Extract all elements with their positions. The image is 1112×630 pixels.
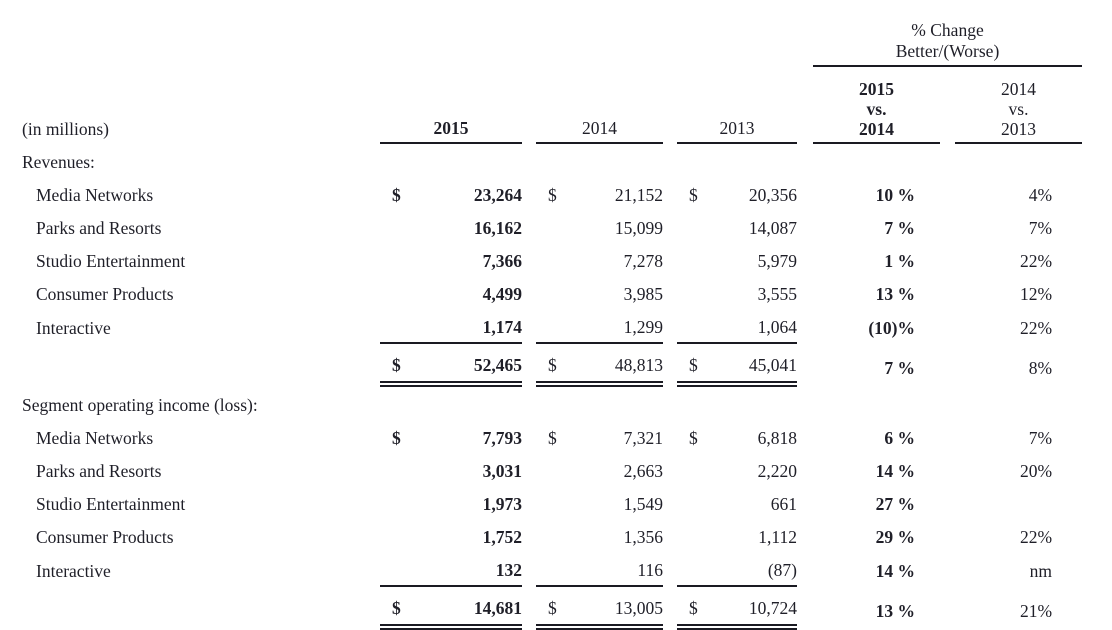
table-row bbox=[22, 276, 1082, 309]
spacer bbox=[22, 6, 813, 66]
table-row bbox=[22, 309, 1082, 343]
cell-pct-2015-vs-2014: (10)% bbox=[868, 318, 915, 338]
spacer bbox=[663, 486, 677, 519]
cell-2013 bbox=[677, 309, 797, 343]
value: 45,041 bbox=[748, 355, 797, 375]
pct-change-header-row bbox=[22, 6, 1082, 66]
spacer bbox=[940, 243, 955, 276]
spacer bbox=[522, 343, 536, 384]
spacer bbox=[797, 519, 813, 552]
section-header-revenues bbox=[22, 143, 1082, 177]
cell-2014 bbox=[536, 243, 663, 276]
spacer bbox=[797, 552, 813, 586]
cell-2014 bbox=[536, 486, 663, 519]
value: 6,818 bbox=[757, 428, 797, 448]
spacer bbox=[522, 453, 536, 486]
cell-2013 bbox=[677, 177, 797, 210]
spacer bbox=[663, 343, 677, 384]
currency-symbol: $ bbox=[392, 598, 401, 618]
currency-symbol: $ bbox=[392, 428, 401, 448]
spacer bbox=[797, 420, 813, 453]
value: 21,152 bbox=[614, 185, 663, 205]
column-header-2015-vs-2014 bbox=[813, 66, 940, 143]
spacer bbox=[797, 486, 813, 519]
cell-2013 bbox=[677, 486, 797, 519]
value: 48,813 bbox=[614, 355, 663, 375]
spacer bbox=[663, 210, 677, 243]
cell-2015 bbox=[380, 210, 522, 243]
spacer bbox=[22, 343, 380, 384]
cell-pct-2015-vs-2014: 13 % bbox=[875, 284, 915, 304]
cell-pct-2014-vs-2013: nm bbox=[1029, 561, 1053, 581]
value: 52,465 bbox=[473, 355, 522, 375]
spacer bbox=[663, 309, 677, 343]
spacer bbox=[663, 453, 677, 486]
spacer bbox=[522, 177, 536, 210]
spacer bbox=[522, 66, 536, 143]
spacer bbox=[940, 519, 955, 552]
revenues-total-row bbox=[22, 343, 1082, 384]
value: 7,321 bbox=[623, 428, 663, 448]
cell-pct-2014-vs-2013: 22% bbox=[1019, 527, 1053, 547]
cell-2014 bbox=[536, 552, 663, 586]
value: 1,299 bbox=[623, 317, 663, 337]
total-2014 bbox=[536, 343, 663, 384]
spacer bbox=[797, 343, 813, 384]
cell-2014 bbox=[536, 177, 663, 210]
cell-pct-2014-vs-2013: 22% bbox=[1019, 251, 1053, 271]
row-label: Consumer Products bbox=[36, 527, 174, 547]
value: 1,549 bbox=[623, 494, 663, 514]
spacer bbox=[663, 66, 677, 143]
value: 3,985 bbox=[623, 284, 663, 304]
total-2015 bbox=[380, 343, 522, 384]
spacer bbox=[522, 309, 536, 343]
currency-symbol: $ bbox=[548, 355, 557, 375]
spacer bbox=[797, 453, 813, 486]
spacer bbox=[940, 453, 955, 486]
table-row bbox=[22, 519, 1082, 552]
currency-symbol: $ bbox=[689, 428, 698, 448]
value: 10,724 bbox=[748, 598, 797, 618]
spacer bbox=[663, 519, 677, 552]
table-row bbox=[22, 243, 1082, 276]
hdr-line: 2013 bbox=[1001, 119, 1036, 139]
cell-2015 bbox=[380, 420, 522, 453]
table-row bbox=[22, 177, 1082, 210]
value: 2,220 bbox=[757, 461, 797, 481]
spacer bbox=[522, 276, 536, 309]
row-label: Interactive bbox=[36, 318, 111, 338]
spacer bbox=[522, 552, 536, 586]
row-label: Interactive bbox=[36, 561, 111, 581]
cell-2015 bbox=[380, 177, 522, 210]
spacer bbox=[797, 309, 813, 343]
cell-2014 bbox=[536, 420, 663, 453]
cell-pct-2015-vs-2014: 27 % bbox=[875, 494, 915, 514]
spacer bbox=[940, 586, 955, 627]
value: 1,112 bbox=[758, 527, 797, 547]
spacer bbox=[522, 210, 536, 243]
value: 15,099 bbox=[614, 218, 663, 238]
cell-2015 bbox=[380, 243, 522, 276]
cell-pct-2015-vs-2014: 1 % bbox=[884, 251, 915, 271]
value: 4,499 bbox=[482, 284, 522, 304]
value: 3,031 bbox=[482, 461, 522, 481]
cell-2015 bbox=[380, 276, 522, 309]
currency-symbol: $ bbox=[548, 598, 557, 618]
spacer bbox=[522, 420, 536, 453]
column-header-2013: 2013 bbox=[677, 66, 797, 143]
spacer bbox=[797, 243, 813, 276]
spacer bbox=[663, 586, 677, 627]
row-label: Consumer Products bbox=[36, 284, 174, 304]
row-label: Media Networks bbox=[36, 428, 154, 448]
spacer bbox=[940, 276, 955, 309]
value: 3,555 bbox=[757, 284, 797, 304]
value: 1,973 bbox=[482, 494, 522, 514]
cell-2013 bbox=[677, 453, 797, 486]
value: 661 bbox=[770, 494, 797, 514]
value: 1,064 bbox=[757, 317, 797, 337]
table-row bbox=[22, 453, 1082, 486]
cell-pct-2015-vs-2014: 14 % bbox=[875, 561, 915, 581]
spacer bbox=[940, 552, 955, 586]
total-pct-2014-vs-2013: 21% bbox=[1019, 601, 1053, 621]
value: 1,174 bbox=[482, 317, 522, 337]
currency-symbol: $ bbox=[689, 355, 698, 375]
spacer bbox=[940, 66, 955, 143]
pct-change-line2: Better/(Worse) bbox=[895, 41, 1000, 61]
table-row bbox=[22, 420, 1082, 453]
currency-symbol: $ bbox=[392, 185, 401, 205]
cell-pct-2014-vs-2013: 4% bbox=[1028, 185, 1053, 205]
spacer bbox=[663, 552, 677, 586]
cell-pct-2014-vs-2013: 7% bbox=[1028, 428, 1053, 448]
currency-symbol: $ bbox=[548, 428, 557, 448]
row-label: Parks and Resorts bbox=[36, 461, 162, 481]
cell-2013 bbox=[677, 519, 797, 552]
operating-income-total-row bbox=[22, 586, 1082, 627]
row-label: Studio Entertainment bbox=[36, 251, 186, 271]
table-row bbox=[22, 486, 1082, 519]
cell-2015 bbox=[380, 309, 522, 343]
cell-2014 bbox=[536, 276, 663, 309]
value: 5,979 bbox=[757, 251, 797, 271]
spacer bbox=[940, 177, 955, 210]
value: 16,162 bbox=[473, 218, 522, 238]
cell-pct-2015-vs-2014: 14 % bbox=[875, 461, 915, 481]
total-pct-2015-vs-2014: 13 % bbox=[875, 601, 915, 621]
cell-2014 bbox=[536, 309, 663, 343]
spacer bbox=[797, 276, 813, 309]
cell-2015 bbox=[380, 486, 522, 519]
spacer bbox=[797, 177, 813, 210]
column-header-row bbox=[22, 66, 1082, 143]
row-label: Studio Entertainment bbox=[36, 494, 186, 514]
total-pct-2015-vs-2014: 7 % bbox=[884, 358, 915, 378]
value: 7,793 bbox=[482, 428, 522, 448]
column-header-2014-vs-2013 bbox=[955, 66, 1082, 143]
total-pct-2014-vs-2013: 8% bbox=[1028, 358, 1053, 378]
currency-symbol: $ bbox=[689, 598, 698, 618]
spacer bbox=[940, 309, 955, 343]
spacer bbox=[663, 243, 677, 276]
cell-2014 bbox=[536, 453, 663, 486]
cell-pct-2014-vs-2013: 20% bbox=[1019, 461, 1053, 481]
cell-pct-2014-vs-2013: 7% bbox=[1028, 218, 1053, 238]
spacer bbox=[22, 586, 380, 627]
total-2013 bbox=[677, 343, 797, 384]
value: 13,005 bbox=[614, 598, 663, 618]
pct-change-header bbox=[813, 6, 1082, 66]
cell-pct-2014-vs-2013: 12% bbox=[1019, 284, 1053, 304]
spacer bbox=[522, 519, 536, 552]
cell-pct-2014-vs-2013 bbox=[955, 486, 1082, 519]
row-label: Parks and Resorts bbox=[36, 218, 162, 238]
cell-pct-2014-vs-2013: 22% bbox=[1019, 318, 1053, 338]
spacer bbox=[663, 276, 677, 309]
value: 116 bbox=[637, 560, 663, 580]
cell-2013 bbox=[677, 243, 797, 276]
spacer bbox=[940, 343, 955, 384]
spacer bbox=[522, 586, 536, 627]
spacer bbox=[940, 420, 955, 453]
currency-symbol: $ bbox=[392, 355, 401, 375]
total-2014 bbox=[536, 586, 663, 627]
value: 14,087 bbox=[748, 218, 797, 238]
cell-2013 bbox=[677, 552, 797, 586]
cell-2013 bbox=[677, 210, 797, 243]
currency-symbol: $ bbox=[548, 185, 557, 205]
table-row bbox=[22, 552, 1082, 586]
value: 1,356 bbox=[623, 527, 663, 547]
cell-2013 bbox=[677, 276, 797, 309]
pct-change-line1: % Change bbox=[911, 20, 984, 40]
cell-2013 bbox=[677, 420, 797, 453]
section-title: Revenues: bbox=[22, 152, 95, 172]
total-2013 bbox=[677, 586, 797, 627]
hdr-line: vs. bbox=[866, 99, 887, 119]
section-title: Segment operating income (loss): bbox=[22, 395, 258, 415]
spacer bbox=[940, 486, 955, 519]
cell-pct-2015-vs-2014: 6 % bbox=[884, 428, 915, 448]
column-header-2014: 2014 bbox=[536, 66, 663, 143]
cell-pct-2015-vs-2014: 29 % bbox=[875, 527, 915, 547]
section-header-operating-income bbox=[22, 384, 1082, 420]
segment-results-table bbox=[22, 6, 1082, 630]
value: 14,681 bbox=[473, 598, 522, 618]
cell-2014 bbox=[536, 210, 663, 243]
units-label: (in millions) bbox=[22, 119, 110, 139]
value: 2,663 bbox=[623, 461, 663, 481]
spacer bbox=[522, 486, 536, 519]
value: (87) bbox=[767, 560, 797, 580]
hdr-line: 2014 bbox=[1001, 79, 1036, 99]
spacer bbox=[663, 177, 677, 210]
spacer bbox=[797, 66, 813, 143]
cell-2015 bbox=[380, 552, 522, 586]
value: 7,278 bbox=[623, 251, 663, 271]
spacer bbox=[663, 420, 677, 453]
spacer bbox=[940, 210, 955, 243]
spacer bbox=[797, 586, 813, 627]
row-label: Media Networks bbox=[36, 185, 154, 205]
cell-pct-2015-vs-2014: 7 % bbox=[884, 218, 915, 238]
hdr-line: vs. bbox=[1008, 99, 1029, 119]
column-header-2015: 2015 bbox=[380, 66, 522, 143]
cell-pct-2015-vs-2014: 10 % bbox=[875, 185, 915, 205]
spacer bbox=[797, 210, 813, 243]
spacer bbox=[522, 243, 536, 276]
hdr-line: 2015 bbox=[859, 79, 894, 99]
value: 132 bbox=[495, 560, 522, 580]
value: 23,264 bbox=[473, 185, 522, 205]
hdr-line: 2014 bbox=[859, 119, 894, 139]
value: 20,356 bbox=[748, 185, 797, 205]
table-row bbox=[22, 210, 1082, 243]
cell-2015 bbox=[380, 519, 522, 552]
total-2015 bbox=[380, 586, 522, 627]
cell-2015 bbox=[380, 453, 522, 486]
value: 1,752 bbox=[482, 527, 522, 547]
value: 7,366 bbox=[482, 251, 522, 271]
cell-2014 bbox=[536, 519, 663, 552]
currency-symbol: $ bbox=[689, 185, 698, 205]
